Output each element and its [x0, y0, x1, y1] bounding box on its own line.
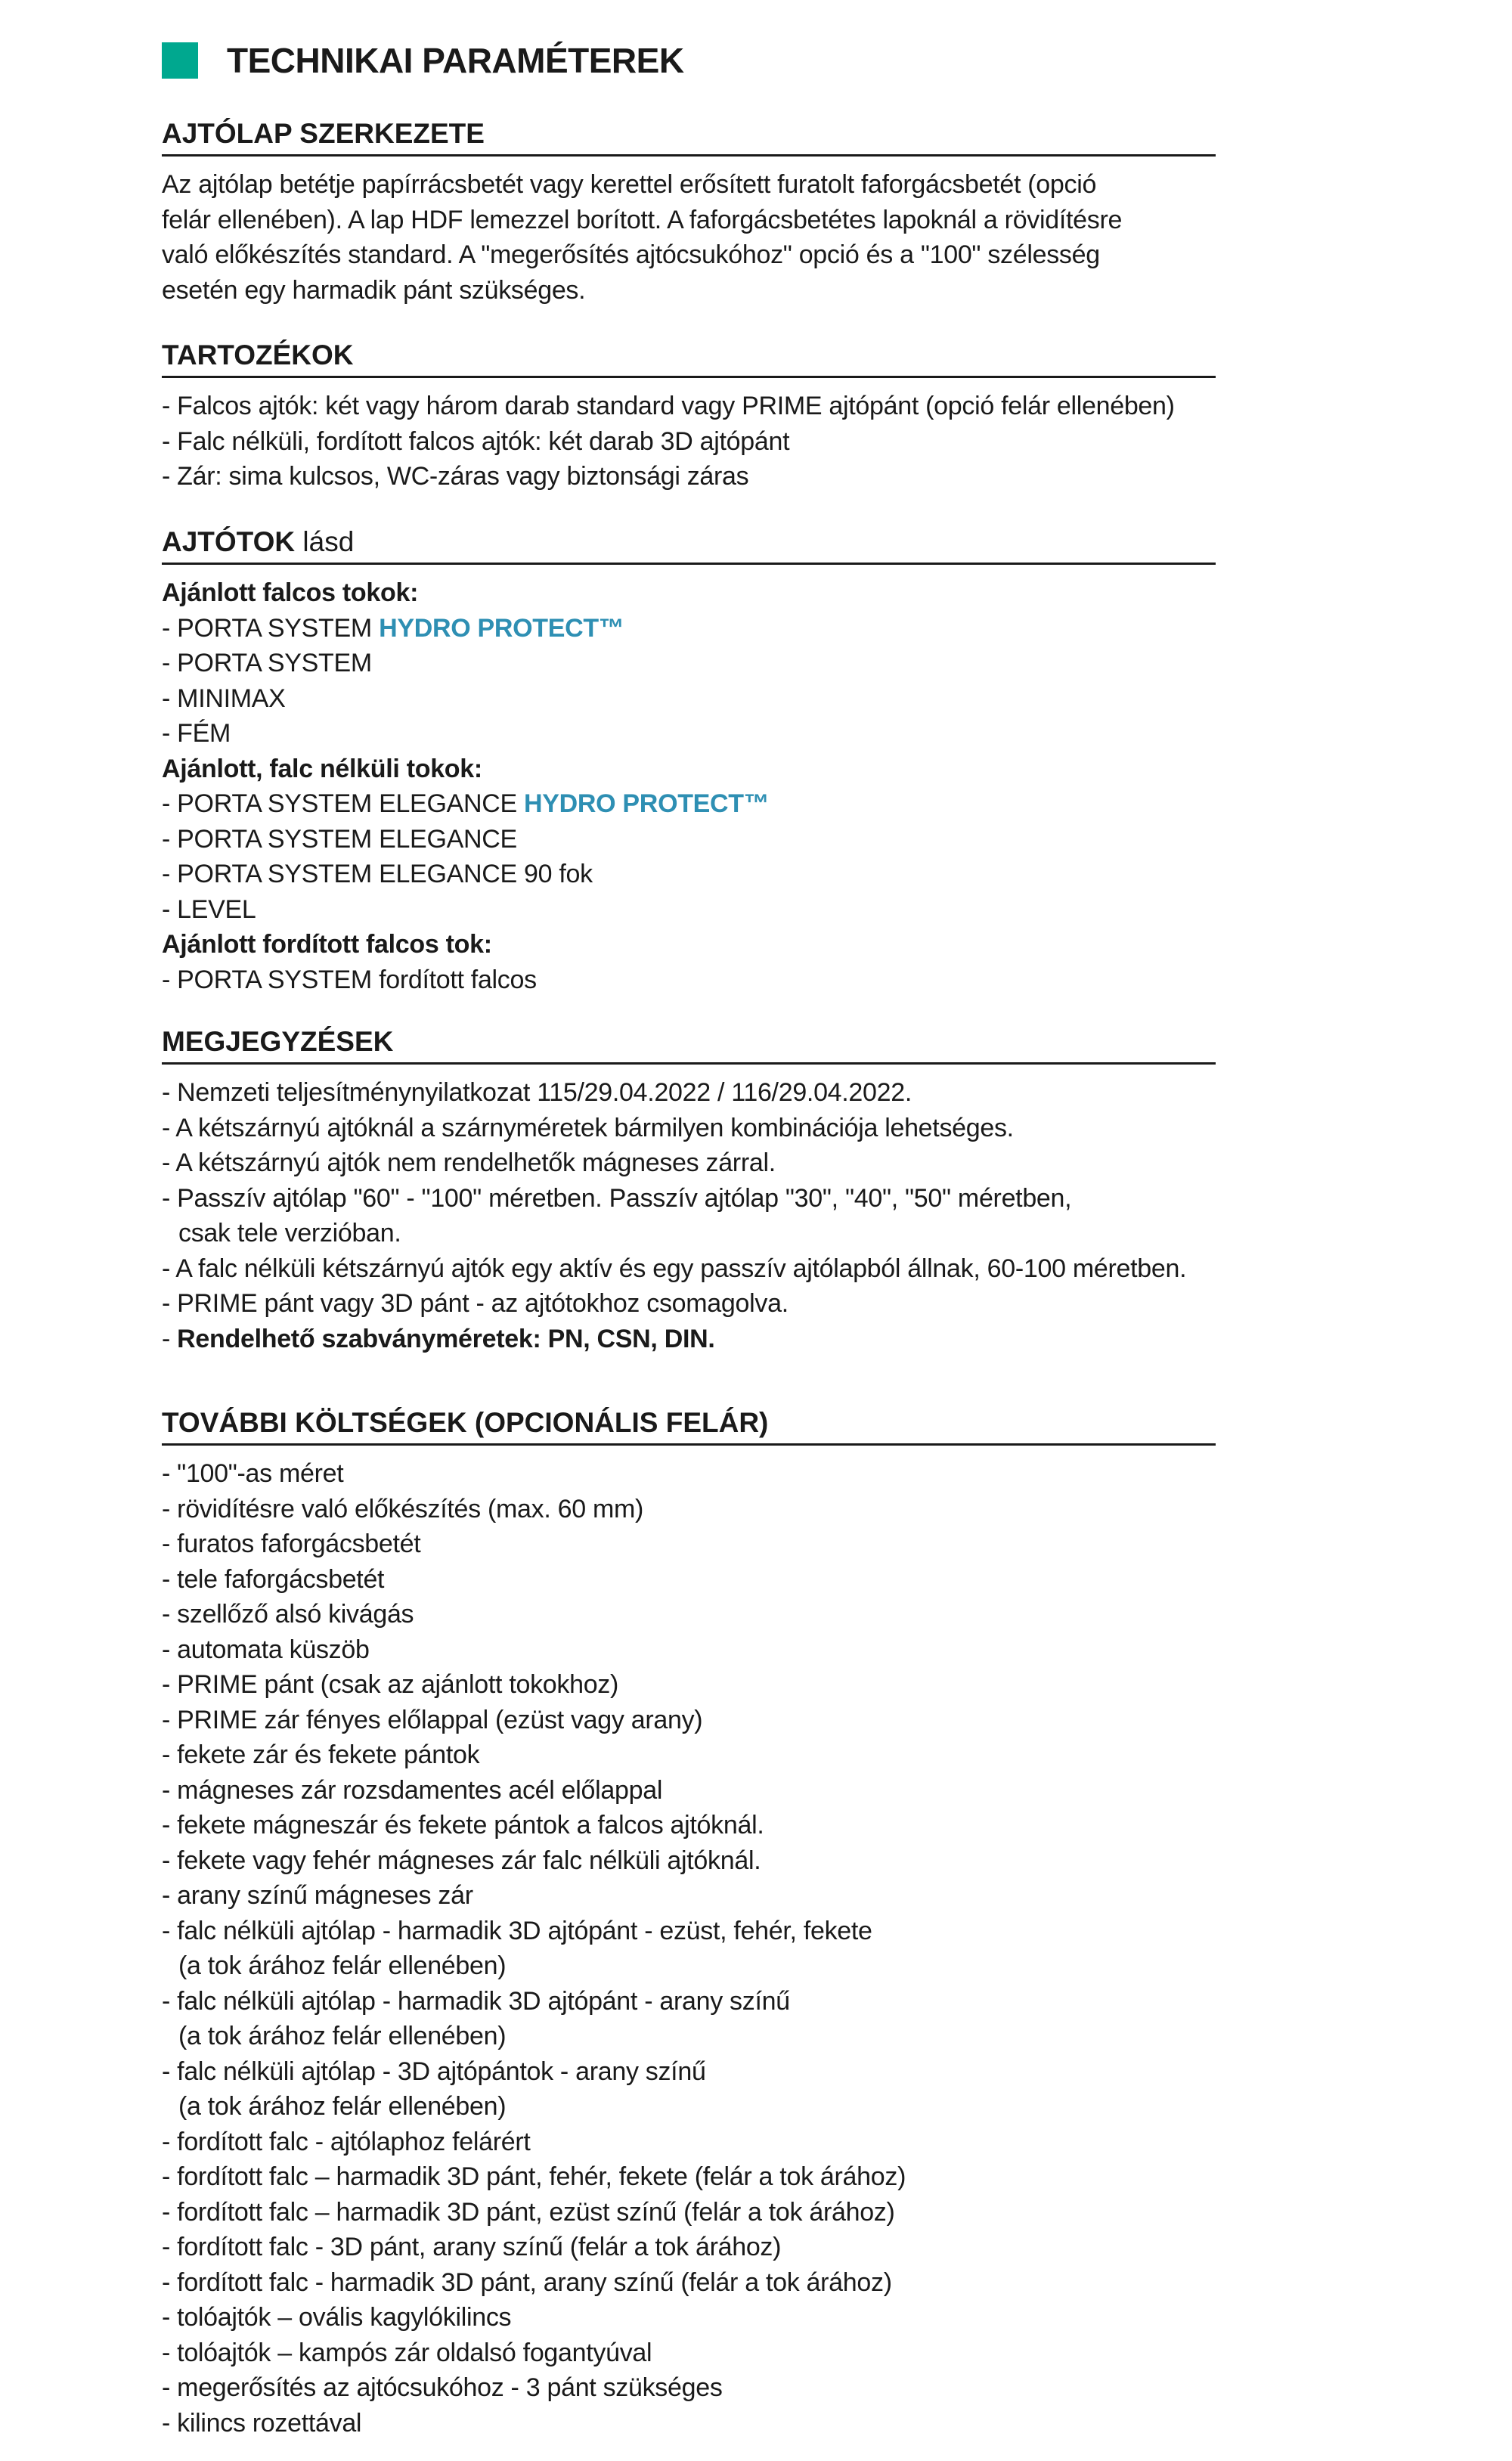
extra-line: - arany színű mágneses zár	[162, 1881, 473, 1910]
extra-line: (a tok árához felár ellenében)	[178, 2022, 507, 2050]
door-leaf-line: felár ellenében). A lap HDF lemezzel borított. A faforgácsbetétes lapoknál a rövidítésre	[162, 205, 1123, 234]
note-line: - A kétszárnyú ajtók nem rendelhetők mágneses zárral.	[162, 1148, 776, 1177]
note-line: - A falc nélküli kétszárnyú ajtók egy aktív és egy passzív ajtólapból állnak, 60-100 méretben.	[162, 1254, 1187, 1283]
extras-section	[162, 1406, 1216, 2441]
note-line	[162, 1322, 1216, 1357]
door-leaf-body	[162, 167, 1216, 308]
extra-line: - fordított falc – harmadik 3D pánt, fehér, fekete (felár a tok árához)	[162, 2162, 906, 2191]
frames-title	[162, 525, 1216, 565]
frame-item-text: - PORTA SYSTEM ELEGANCE	[162, 789, 524, 818]
main-header	[162, 41, 684, 80]
extra-line: - furatos faforgácsbetét	[162, 1530, 421, 1558]
frames-body	[162, 575, 1216, 997]
extra-line: - szellőző alsó kivágás	[162, 1600, 414, 1629]
extra-line: (a tok árához felár ellenében)	[178, 1951, 507, 1980]
note-line: - Nemzeti teljesítménynyilatkozat 115/29.04.2022 / 116/29.04.2022.	[162, 1078, 912, 1107]
frame-item: - LEVEL	[162, 894, 256, 924]
frames-group-title: Ajánlott falcos tokok:	[162, 578, 419, 607]
frames-title-suffix: lásd	[295, 526, 355, 557]
extra-line: - falc nélküli ajtólap - 3D ajtópántok - arany színű	[162, 2057, 706, 2086]
extra-line: - megerősítés az ajtócsukóhoz - 3 pánt szükséges	[162, 2373, 723, 2402]
page-title: TECHNIKAI PARAMÉTEREK	[227, 41, 684, 80]
frames-group-title: Ajánlott fordított falcos tok:	[162, 930, 492, 959]
note-line: csak tele verzióban.	[178, 1219, 401, 1248]
standard-sizes-note: Rendelhető szabványméretek: PN, CSN, DIN.	[177, 1324, 715, 1353]
door-leaf-line: esetén egy harmadik pánt szükséges.	[162, 275, 586, 305]
accessory-line: - Falcos ajtók: két vagy három darab standard vagy PRIME ajtópánt (opció felár ellenében)	[162, 392, 1175, 420]
extra-line: - fekete vagy fehér mágneses zár falc nélküli ajtóknál.	[162, 1846, 761, 1875]
extra-line: - tolóajtók – ovális kagylókilincs	[162, 2303, 512, 2332]
extra-line: - fekete mágneszár és fekete pántok a falcos ajtóknál.	[162, 1811, 764, 1840]
extra-line: - fordított falc - harmadik 3D pánt, arany színű (felár a tok árához)	[162, 2267, 892, 2297]
note-line: - Passzív ajtólap "60" - "100" méretben. Passzív ajtólap "30", "40", "50" méretben,	[162, 1183, 1072, 1213]
frame-item	[162, 786, 1216, 822]
notes-section	[162, 1024, 1216, 1356]
extra-line: - PRIME zár fényes előlappal (ezüst vagy arany)	[162, 1705, 703, 1734]
notes-title: MEGJEGYZÉSEK	[162, 1024, 1216, 1065]
extra-line: - fekete zár és fekete pántok	[162, 1740, 480, 1769]
extra-line: - tele faforgácsbetét	[162, 1564, 385, 1594]
door-leaf-section	[162, 116, 1216, 308]
accessory-line: - Zár: sima kulcsos, WC-záras vagy biztonsági záras	[162, 462, 749, 491]
accessories-section	[162, 338, 1216, 494]
note-line: - A kétszárnyú ajtóknál a szárnyméretek bármilyen kombinációja lehetséges.	[162, 1113, 1014, 1142]
note-prefix: -	[162, 1324, 178, 1353]
extra-line: - automata küszöb	[162, 1635, 370, 1664]
frame-item: - PORTA SYSTEM ELEGANCE	[162, 824, 517, 854]
extra-line: - mágneses zár rozsdamentes acél előlappal	[162, 1775, 663, 1805]
door-leaf-line: való előkészítés standard. A "megerősítés ajtócsukóhoz" opció és a "100" szélesség	[162, 240, 1100, 269]
frames-section	[162, 525, 1216, 997]
accessories-body	[162, 389, 1216, 494]
frame-item-text: - PORTA SYSTEM	[162, 613, 380, 643]
door-leaf-line: Az ajtólap betétje papírrácsbetét vagy kerettel erősített furatolt faforgácsbetét (opció	[162, 170, 1097, 199]
door-leaf-title: AJTÓLAP SZERKEZETE	[162, 116, 1216, 157]
accessories-title: TARTOZÉKOK	[162, 338, 1216, 378]
extra-line: - fordított falc - 3D pánt, arany színű (felár a tok árához)	[162, 2233, 782, 2261]
frame-item: - PORTA SYSTEM ELEGANCE 90 fok	[162, 860, 593, 888]
extra-line: - "100"-as méret	[162, 1459, 344, 1488]
frame-item: - FÉM	[162, 719, 231, 748]
notes-body	[162, 1075, 1216, 1356]
frame-item: - MINIMAX	[162, 683, 286, 713]
extra-line: - fordított falc - ajtólaphoz felárért	[162, 2127, 531, 2156]
frames-title-text: AJTÓTOK	[162, 526, 296, 557]
frame-item	[162, 611, 1216, 646]
extra-line: - fordított falc – harmadik 3D pánt, ezüst színű (felár a tok árához)	[162, 2197, 895, 2227]
frames-group-title: Ajánlott, falc nélküli tokok:	[162, 754, 482, 783]
extra-line: - PRIME pánt (csak az ajánlott tokokhoz)	[162, 1670, 619, 1699]
frame-item: - PORTA SYSTEM fordított falcos	[162, 965, 537, 994]
extras-body	[162, 1456, 1216, 2441]
frame-item: - PORTA SYSTEM	[162, 649, 372, 677]
extra-line: (a tok árához felár ellenében)	[178, 2092, 507, 2121]
extra-line: - tolóajtók – kampós zár oldalsó fogantyúval	[162, 2338, 652, 2367]
note-line: - PRIME pánt vagy 3D pánt - az ajtótokhoz csomagolva.	[162, 1289, 789, 1318]
extras-title: TOVÁBBI KÖLTSÉGEK (OPCIONÁLIS FELÁR)	[162, 1406, 1216, 1446]
hydro-protect-label: HYDRO PROTECT™	[524, 789, 770, 818]
accessory-line: - Falc nélküli, fordított falcos ajtók: két darab 3D ajtópánt	[162, 426, 790, 456]
extra-line: - falc nélküli ajtólap - harmadik 3D ajtópánt - ezüst, fehér, fekete	[162, 1916, 872, 1945]
teal-square-icon	[162, 42, 198, 79]
extra-line: - falc nélküli ajtólap - harmadik 3D ajtópánt - arany színű	[162, 1986, 790, 2016]
extra-line: - rövidítésre való előkészítés (max. 60 mm)	[162, 1494, 644, 1523]
hydro-protect-label: HYDRO PROTECT™	[379, 613, 624, 643]
extra-line: - kilincs rozettával	[162, 2408, 362, 2438]
